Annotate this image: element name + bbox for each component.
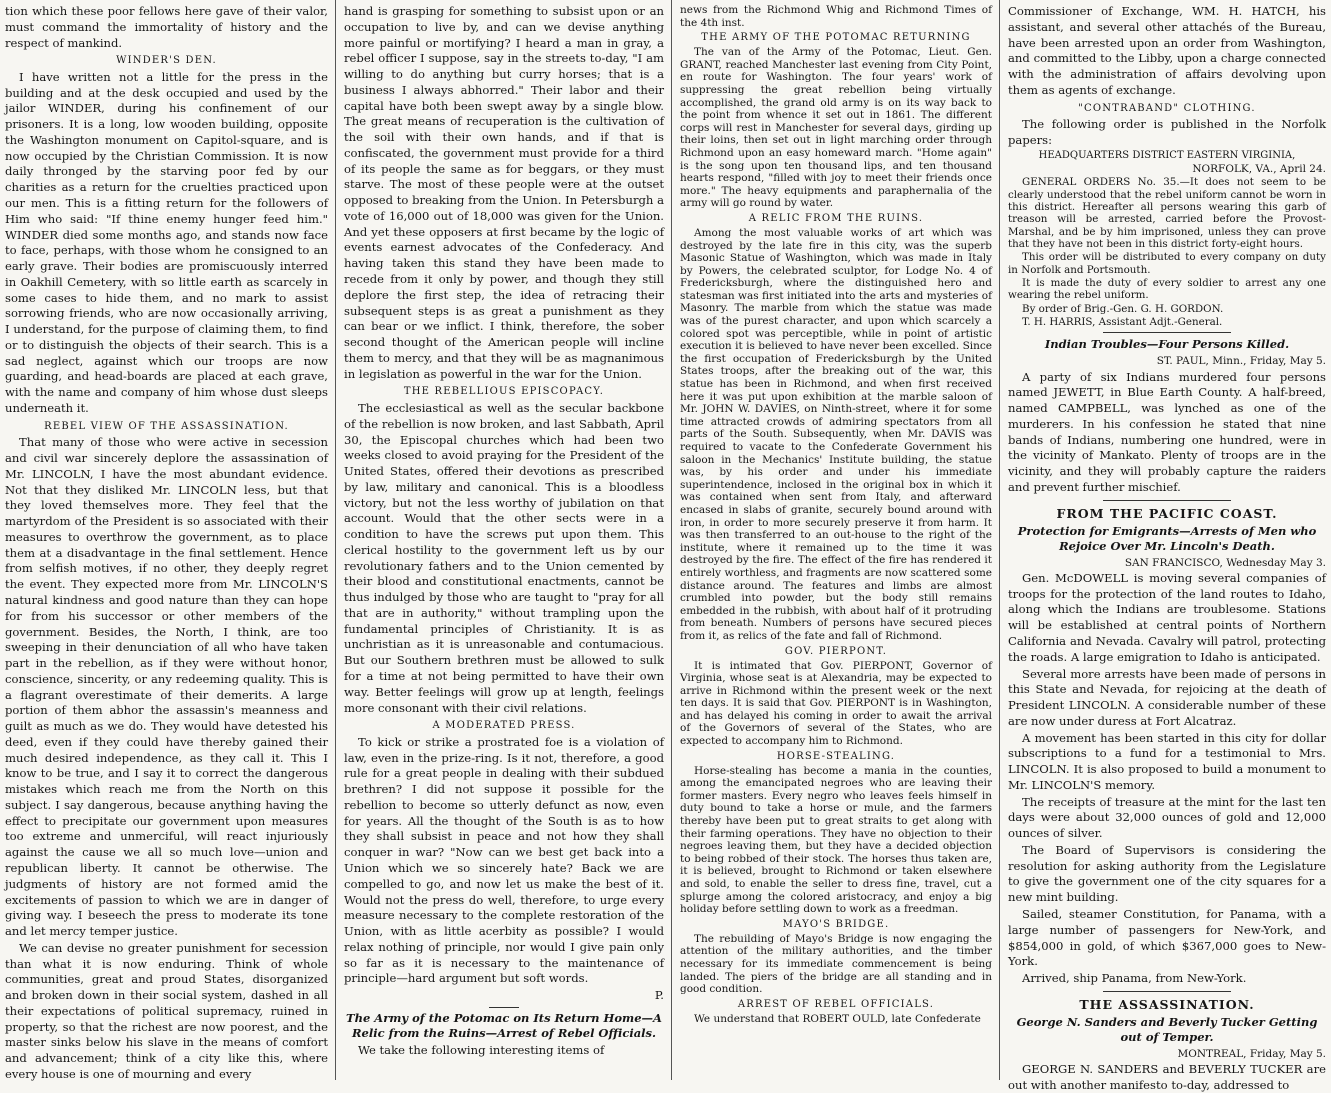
paragraph: The ecclesiastical as well as the secular backbone of the rebellion is now broken, and last Sabbath, April 30, the Episcopal churches which had been two weeks closed to avoid praying for the President of the United States, offered their devotions as prescribed by law, military and canonical. This is a bloodless victory, but not the less worthy of jubilation on that account. Would that the other sects were in a condition to have the screws put upon them. This clerical hostility to the government left us by our revolutionary fathers and to the Union cemented by their blood and constitutional enactments, cannot be thus indulged by those who are taught to "pray for all that are in authority," without trampling upon the fundamental principles of Christianity. It is as unchristian as it is unreasonable and contumacious. But our Southern brethren must be allowed to sulk for a time at not being permitted to have their own way. Better feelings will grow up at length, feelings more consonant with their civil relations. — [344, 400, 664, 715]
paragraph: Several more arrests have been made of persons in this State and Nevada, for rejoicing at the death of President LINCOLN. A considerable number of these are now under duress at Fort Alcatraz. — [1008, 666, 1326, 728]
paragraph: A movement has been started in this city for dollar subscriptions to a fund for a testimonial to Mrs. LINCOLN. It is also proposed to build a monument to Mr. LINCOLN'S memory. — [1008, 730, 1326, 792]
divider — [1103, 500, 1230, 501]
section-heading: WINDER'S DEN. — [116, 55, 217, 67]
section-heading: THE ARMY OF THE POTOMAC RETURNING — [701, 32, 971, 44]
section-headline: THE ASSASSINATION. — [1079, 996, 1255, 1012]
dateline: MONTREAL, Friday, May 5. — [1177, 1047, 1326, 1060]
divider — [1103, 332, 1230, 333]
paragraph: Among the most valuable works of art which was destroyed by the late fire in this city, was the superb Masonic Statue of Washington, which was made in Italy by Powers, the celebrated sculptor, for Lodge No. 4 of Fredericksburgh, where the distinguished hero and statesman was first initiated into the arts and mysteries of Masonry. The marble from which the statue was made was of the purest character, and upon which scarcely a colored spot was perceptible, while in point of artistic execution it is believed to have never been excelled. Since the first occupation of Fredericksburgh by the United States troops, after the breaking out of the war, this statue has been in Richmond, and when first received here it was put upon exhibition at the marble saloon of Mr. JOHN W. DAVIES, on Ninth-street, where it for some time attracted crowds of admiring spectators from all parts of the South. Subsequently, when Mr. DAVIS was required to vacate to the Confederate Government his saloon in the Mechanics' Institute building, the statue was, by his order and under his immediate superintendence, inclosed in the original box in which it was contained when sent from Italy, and afterward encased in slabs of granite, securely bound around with iron, in order to more securely preserve it from harm. It was then transferred to an out-house to the right of the institute, where it remained up to the time it was destroyed by the fire. The effect of the fire has rendered it entirely worthless, and fragments are now scattered some distance around. The features and limbs are almost crumbled into powder, but the body still remains embedded in the rubbish, with about half of it protruding from beneath. Numbers of persons have secured pieces from it, as relics of the fate and fall of Richmond. — [680, 226, 992, 642]
paragraph: To kick or strike a prostrated foe is a violation of law, even in the prize-ring. Is it not, therefore, a good rule for a great people in dealing with their subdued brethren? I did not suppose it possible for the rebellion to become so utterly defunct as now, even for years. All the thought of the South is as to how they shall subsist in peace and not how they shall conquer in war? "Now can we best get back into a Union which we so sincerely hate? Back we are compelled to go, and now let us make the best of it. Would not the press do well, therefore, to urge every measure necessary to the complete restoration of the Union, with as little acerbity as possible? I would relax nothing of principle, nor would I give pain only so far as it is necessary to the maintenance of principle—hard argument but soft words. — [344, 734, 664, 986]
paragraph: The receipts of treasure at the mint for the last ten days were about 32,000 ounces of gold and 12,000 ounces of silver. — [1008, 794, 1326, 841]
section-heading: A MODERATED PRESS. — [432, 720, 576, 732]
paragraph: The Board of Supervisors is considering the resolution for asking authority from the Legislature to give the government one of the city squares for a new mint building. — [1008, 842, 1326, 905]
paragraph: We can devise no greater punishment for secession than what it is now enduring. Think of whole communities, great and proud States, disorganized and broken down in their social system, dashed in all their expectations of political supremacy, ruined in property, so that the richest are now poorest, and the master sinks below his slave in the means of comfort and advancement; think of a city like this, where every house is one of mourning and every — [5, 940, 328, 1081]
dateline: SAN FRANCISCO, Wednesday May 3. — [1124, 556, 1326, 569]
section-heading: ARREST OF REBEL OFFICIALS. — [737, 998, 935, 1010]
section-heading: A RELIC FROM THE RUINS. — [748, 212, 924, 224]
dateline: ST. PAUL, Minn., Friday, May 5. — [1156, 355, 1326, 368]
paragraph: news from the Richmond Whig and Richmond Times of the 4th inst. — [680, 4, 992, 29]
paragraph: The following order is published in the Norfolk papers: — [1008, 117, 1326, 147]
divider — [1103, 991, 1230, 992]
general-order — [1008, 150, 1326, 329]
section-heading: THE REBELLIOUS EPISCOPACY. — [403, 386, 605, 398]
paragraph: We take the following interesting items of — [358, 1042, 605, 1057]
order-signature: By order of Brig.-Gen. G. H. GORDON. — [1022, 302, 1224, 315]
paragraph: The rebuilding of Mayo's Bridge is now engaging the attention of the military authorities, and the timber necessary for its immediate commencement is being landed. The piers of the bridge are all standing and in good condition. — [680, 932, 992, 996]
paragraph: Arrived, ship Panama, from New-York. — [1022, 971, 1247, 986]
paragraph: A party of six Indians murdered four persons named JEWETT, in Blue Earth County. A half-breed, named CAMPBELL, was lynched as one of the murderers. In his confession he stated that nine bands of Indians, numbering one hundred, were in the vicinity of Mankato. Plenty of troops are in the vicinity, and they will probably capture the raiders and prevent further mischief. — [1008, 369, 1326, 494]
order-dateline: NORFOLK, VA., April 24. — [1192, 162, 1326, 175]
paragraph: I have written not a little for the press in the building and at the desk occupied and used by the jailor WINDER, during his confinement of our prisoners. It is a long, low wooden building, opposite the Washington monument on Capitol-square, and is now occupied by the Christian Commission. It is now daily thronged by the starving poor fed by our charities as a return for the cruelties practiced upon our men. This is a fitting return for the followers of Him who said: "If thine enemy hunger feed him." WINDER died some months ago, and stands now face to face, perhaps, with those whom he consigned to an early grave. Their bodies are promiscuously interred in Oakhill Cemetery, with so little earth as scarcely in some cases to hide them, and no mark to assist sorrowing friends, who are now occasionally arriving, I understand, for the purpose of claiming them, to find or to distinguish the objects of their search. This is a sad neglect, against which our troops are now guarding, and head-boards are placed at each grave, with the name and company of him whose dust sleeps underneath it. — [5, 69, 328, 415]
paragraph: We understand that ROBERT OULD, late Confederate — [694, 1012, 981, 1025]
paragraph: GEORGE N. SANDERS and BEVERLY TUCKER are out with another manifesto to-day, addressed to — [1008, 1061, 1326, 1092]
column-rule — [335, 0, 336, 1080]
section-heading: MAYO'S BRIDGE. — [782, 918, 890, 930]
column-3 — [675, 0, 997, 1080]
paragraph: GENERAL ORDERS No. 35.—It does not seem to be clearly understood that the rebel uniform cannot be worn in this district. Hereafter all persons wearing this garb of treason will be arrested, carried before the Provost-Marshal, and be by him imprisoned, unless they can prove that they have not been in this district forty-eight hours. — [1008, 176, 1326, 251]
signature: P. — [654, 988, 664, 1003]
paragraph: This order will be distributed to every company on duty in Norfolk and Portsmouth. — [1008, 251, 1326, 276]
paragraph: Horse-stealing has become a mania in the counties, among the emancipated negroes who are leaving their former masters. Every negro who leaves feels himself in duty bound to take a horse or mule, and the farmers thereby have been put to great straits to get along with their farming operations. They have no objection to their negroes leaving them, but they have a decided objection to being robbed of their stock. The horses thus taken are, it is believed, brought to Richmond or taken elsewhere and sold, to enable the seller to dress fine, travel, cut a splurge among the colored aristocracy, and enjoy a big holiday before settling down to work as a freedman. — [680, 764, 992, 916]
paragraph: Sailed, steamer Constitution, for Panama, with a large number of passengers for New-York, and $854,000 in gold, of which $367,000 goes to New-York. — [1008, 906, 1326, 969]
article-subheading: George N. Sanders and Beverly Tucker Getting out of Temper. — [1016, 1014, 1318, 1044]
article-subheading: The Army of the Potomac on Its Return Home—A Relic from the Ruins—Arrest of Rebel Officials. — [346, 1010, 662, 1040]
paragraph: Commissioner of Exchange, WM. H. HATCH, his assistant, and several other attachés of the Bureau, have been arrested upon an order from Washington, and committed to the Libby, upon a charge connected with the administration of affairs devolving upon them as agents of exchange. — [1008, 4, 1326, 97]
paragraph: It is made the duty of every soldier to arrest any one wearing the rebel uniform. — [1008, 277, 1326, 302]
column-4 — [1003, 0, 1331, 1092]
article-subheading: Protection for Emigrants—Arrests of Men who Rejoice Over Mr. Lincoln's Death. — [1017, 523, 1317, 553]
column-rule — [999, 0, 1000, 1080]
paragraph: Gen. McDOWELL is moving several companies of troops for the protection of the land routes to Idaho, along which the Indians are troublesome. Stations will be established at central points of Northern California and Nevada. Cavalry will patrol, protecting the roads. A large emigration to Idaho is anticipated. — [1008, 570, 1326, 664]
paragraph: It is intimated that Gov. PIERPONT, Governor of Virginia, whose seat is at Alexandria, may be expected to arrive in Richmond within the present week or the next ten days. It is said that Gov. PIERPONT is in Washington, and has delayed his coming in order to await the arrival of the Governors of several of the States, who are expected to accompany him to Richmond. — [680, 659, 992, 748]
paragraph: That many of those who were active in secession and civil war sincerely deplore the assassination of Mr. LINCOLN, I have the most abundant evidence. Not that they disliked Mr. LINCOLN less, but that they loved themselves more. They feel that the martyrdom of the President is so associated with their measures to overthrow the government, as to place them at a disadvantage in the final settlement. Hence from selfish motives, if no other, they deeply regret the event. They expected more from Mr. LINCOLN'S natural kindness and good nature than they can hope for from his successor or other members of the government. Besides, the North, I think, are too sweeping in their denunciation of all who have taken part in the rebellion, as if they were without honor, conscience, sincerity, or any redeeming quality. This is a flagrant overestimate of their demerits. A large portion of them abhor the assassin's meanness and guilt as much as we do. They would have detested his deed, even if they could have thereby gained their much desired independence, as they call it. This I know to be true, and I say it to correct the dangerous mistakes which reach me from the North on this subject. I say dangerous, because anything having the effect to precipitate our government upon measures too extreme and unmerciful, will react injuriously against the cause we all so much love—union and republican liberty. It cannot be otherwise. The judgments of history are not formed amid the excitements of passion to which we are in danger of giving way. I beseech the press to moderate its tone and let mercy temper justice. — [5, 435, 328, 939]
order-headquarters: HEADQUARTERS DISTRICT EASTERN VIRGINIA, — [1038, 149, 1296, 161]
divider — [489, 1007, 519, 1008]
order-signature: T. H. HARRIS, Assistant Adjt.-General. — [1022, 316, 1223, 329]
paragraph: tion which these poor fellows here gave of their valor, must command the immortality of history and the respect of mankind. — [5, 4, 328, 50]
section-heading: REBEL VIEW OF THE ASSASSINATION. — [44, 420, 289, 432]
column-1 — [0, 0, 333, 1080]
section-headline: FROM THE PACIFIC COAST. — [1056, 505, 1278, 521]
paragraph: The van of the Army of the Potomac, Lieut. Gen. GRANT, reached Manchester last evening from City Point, en route for Washington. The four years' work of suppressing the great rebellion being virtually accomplished, the grand old army is on its way back to the point from whence it set out in 1861. The different corps will rest in Manchester for several days, girding up their loins, then set out in light marching order through Richmond upon an easy homeward march. "Home again" is the song upon ten thousand lips, and ten thousand hearts respond, "filled with joy to meet their friends once more." The heavy equipments and paraphernalia of the army will go round by water. — [680, 46, 992, 210]
section-heading: GOV. PIERPONT. — [784, 645, 888, 657]
paragraph: hand is grasping for something to subsist upon or an occupation to live by, and can we devise anything more painful or mortifying? I heard a man in gray, a rebel officer I suppose, say in the streets to-day, "I am willing to do anything but curry horses; that is a business I always abhorred." Their labor and their capital have both been swept away by a single blow. The great means of recuperation is the cultivation of the soil with their own hands, and if that is confiscated, the government must provide for a third of its people the same as for beggars, or they must starve. The most of these people were at the outset opposed to breaking from the Union. In Petersburgh a vote of 16,000 out of 18,000 was given for the Union. And yet these opposers at first became by the logic of events earnest advocates of the Confederacy. And having taken this stand they have been made to recede from it only by power, and though they still deplore the first step, the idea of retracing their subsequent steps is as great a punishment as they can bear or we inflict. I think, therefore, the sober second thought of the American people will incline them to mercy, and that they will be as magnanimous in legislation as powerful in the war for the Union. — [344, 4, 664, 381]
section-heading: "CONTRABAND" CLOTHING. — [1078, 102, 1256, 114]
section-heading: HORSE-STEALING. — [776, 750, 896, 762]
article-subheading: Indian Troubles—Four Persons Killed. — [1044, 337, 1290, 352]
column-2 — [339, 0, 669, 1080]
column-rule — [671, 0, 672, 1080]
